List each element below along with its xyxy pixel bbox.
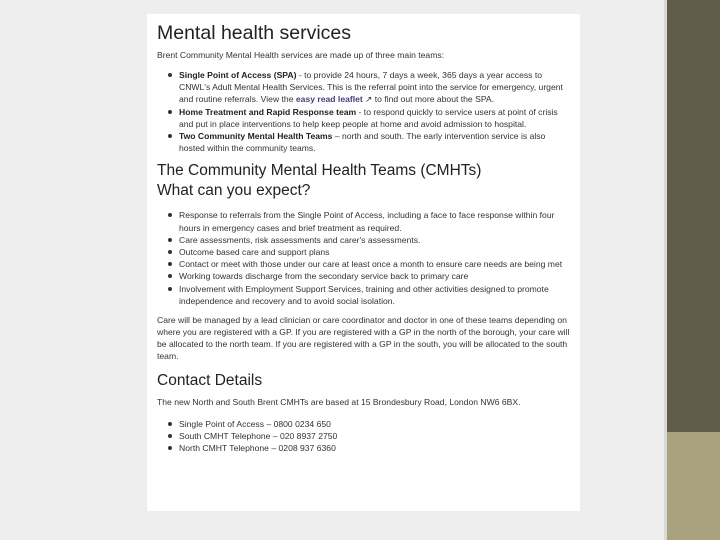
- team-name: Home Treatment and Rapid Response team: [179, 106, 357, 117]
- list-item: [157, 69, 570, 106]
- team-name: Two Community Mental Health Teams: [179, 131, 333, 142]
- expect-list: [157, 209, 570, 307]
- team-description: - to provide 24 hours, 7 days a week, 365 days a year access to CNWL's Adult Mental Health Services. This is the referral point into the service for emergency, urgent and routine referrals. View the: [179, 70, 563, 105]
- document-panel: [147, 14, 580, 511]
- list-item: Care assessments, risk assessments and carer's assessments.: [157, 234, 570, 246]
- team-description: - to respond quickly to service users at point of crisis and put in place interventions to help keep people at home and avoid admission to hospital.: [179, 106, 558, 129]
- cmht-heading: The Community Mental Health Teams (CMHTs): [157, 162, 482, 180]
- easy-read-leaflet-link[interactable]: easy read leaflet: [295, 94, 363, 105]
- team-name: Single Point of Access (SPA): [179, 70, 297, 80]
- list-item: [157, 130, 570, 154]
- care-paragraph: Care will be managed by a lead clinician or care coordinator and doctor in one of these teams depending on where you are registered with a GP. If you are registered with a GP in the north of the borough, your care will be allocated to the north team. If you are registered with a GP in the south, you will be allocated to the south team.: [157, 315, 570, 362]
- list-item: Involvement with Employment Support Services, training and other activities designed to promote independence and recovery and to avoid social isolation.: [157, 283, 570, 307]
- contact-address: The new North and South Brent CMHTs are based at 15 Brondesbury Road, London NW6 6BX.: [157, 397, 521, 408]
- list-item: [157, 106, 570, 130]
- list-item: Response to referrals from the Single Point of Access, including a face to face response within four hours in emergency cases and brief treatment as required.: [157, 209, 570, 233]
- list-item: Working towards discharge from the secondary service back to primary care: [157, 270, 570, 282]
- intro-text: Brent Community Mental Health services are made up of three main teams:: [157, 50, 445, 60]
- list-item: North CMHT Telephone – 0208 937 6360: [157, 442, 570, 454]
- team-description-end: to find out more about the SPA.: [372, 94, 495, 105]
- list-item: Outcome based care and support plans: [157, 246, 570, 258]
- decorative-bar-light: [667, 432, 720, 540]
- list-item: Single Point of Access – 0800 0234 650: [157, 418, 570, 430]
- expect-heading: What can you expect?: [157, 182, 311, 200]
- team-description: – north and south. The early intervention service is also hosted within the community teams.: [179, 131, 546, 154]
- list-item: Contact or meet with those under our care at least once a month to ensure care needs are being met: [157, 258, 570, 270]
- list-item: South CMHT Telephone – 020 8937 2750: [157, 430, 570, 442]
- page-title: Mental health services: [157, 22, 352, 44]
- teams-list: [157, 69, 570, 154]
- contacts-list: [157, 418, 570, 455]
- contact-heading: Contact Details: [157, 372, 263, 390]
- external-link-icon: ↗: [362, 94, 373, 105]
